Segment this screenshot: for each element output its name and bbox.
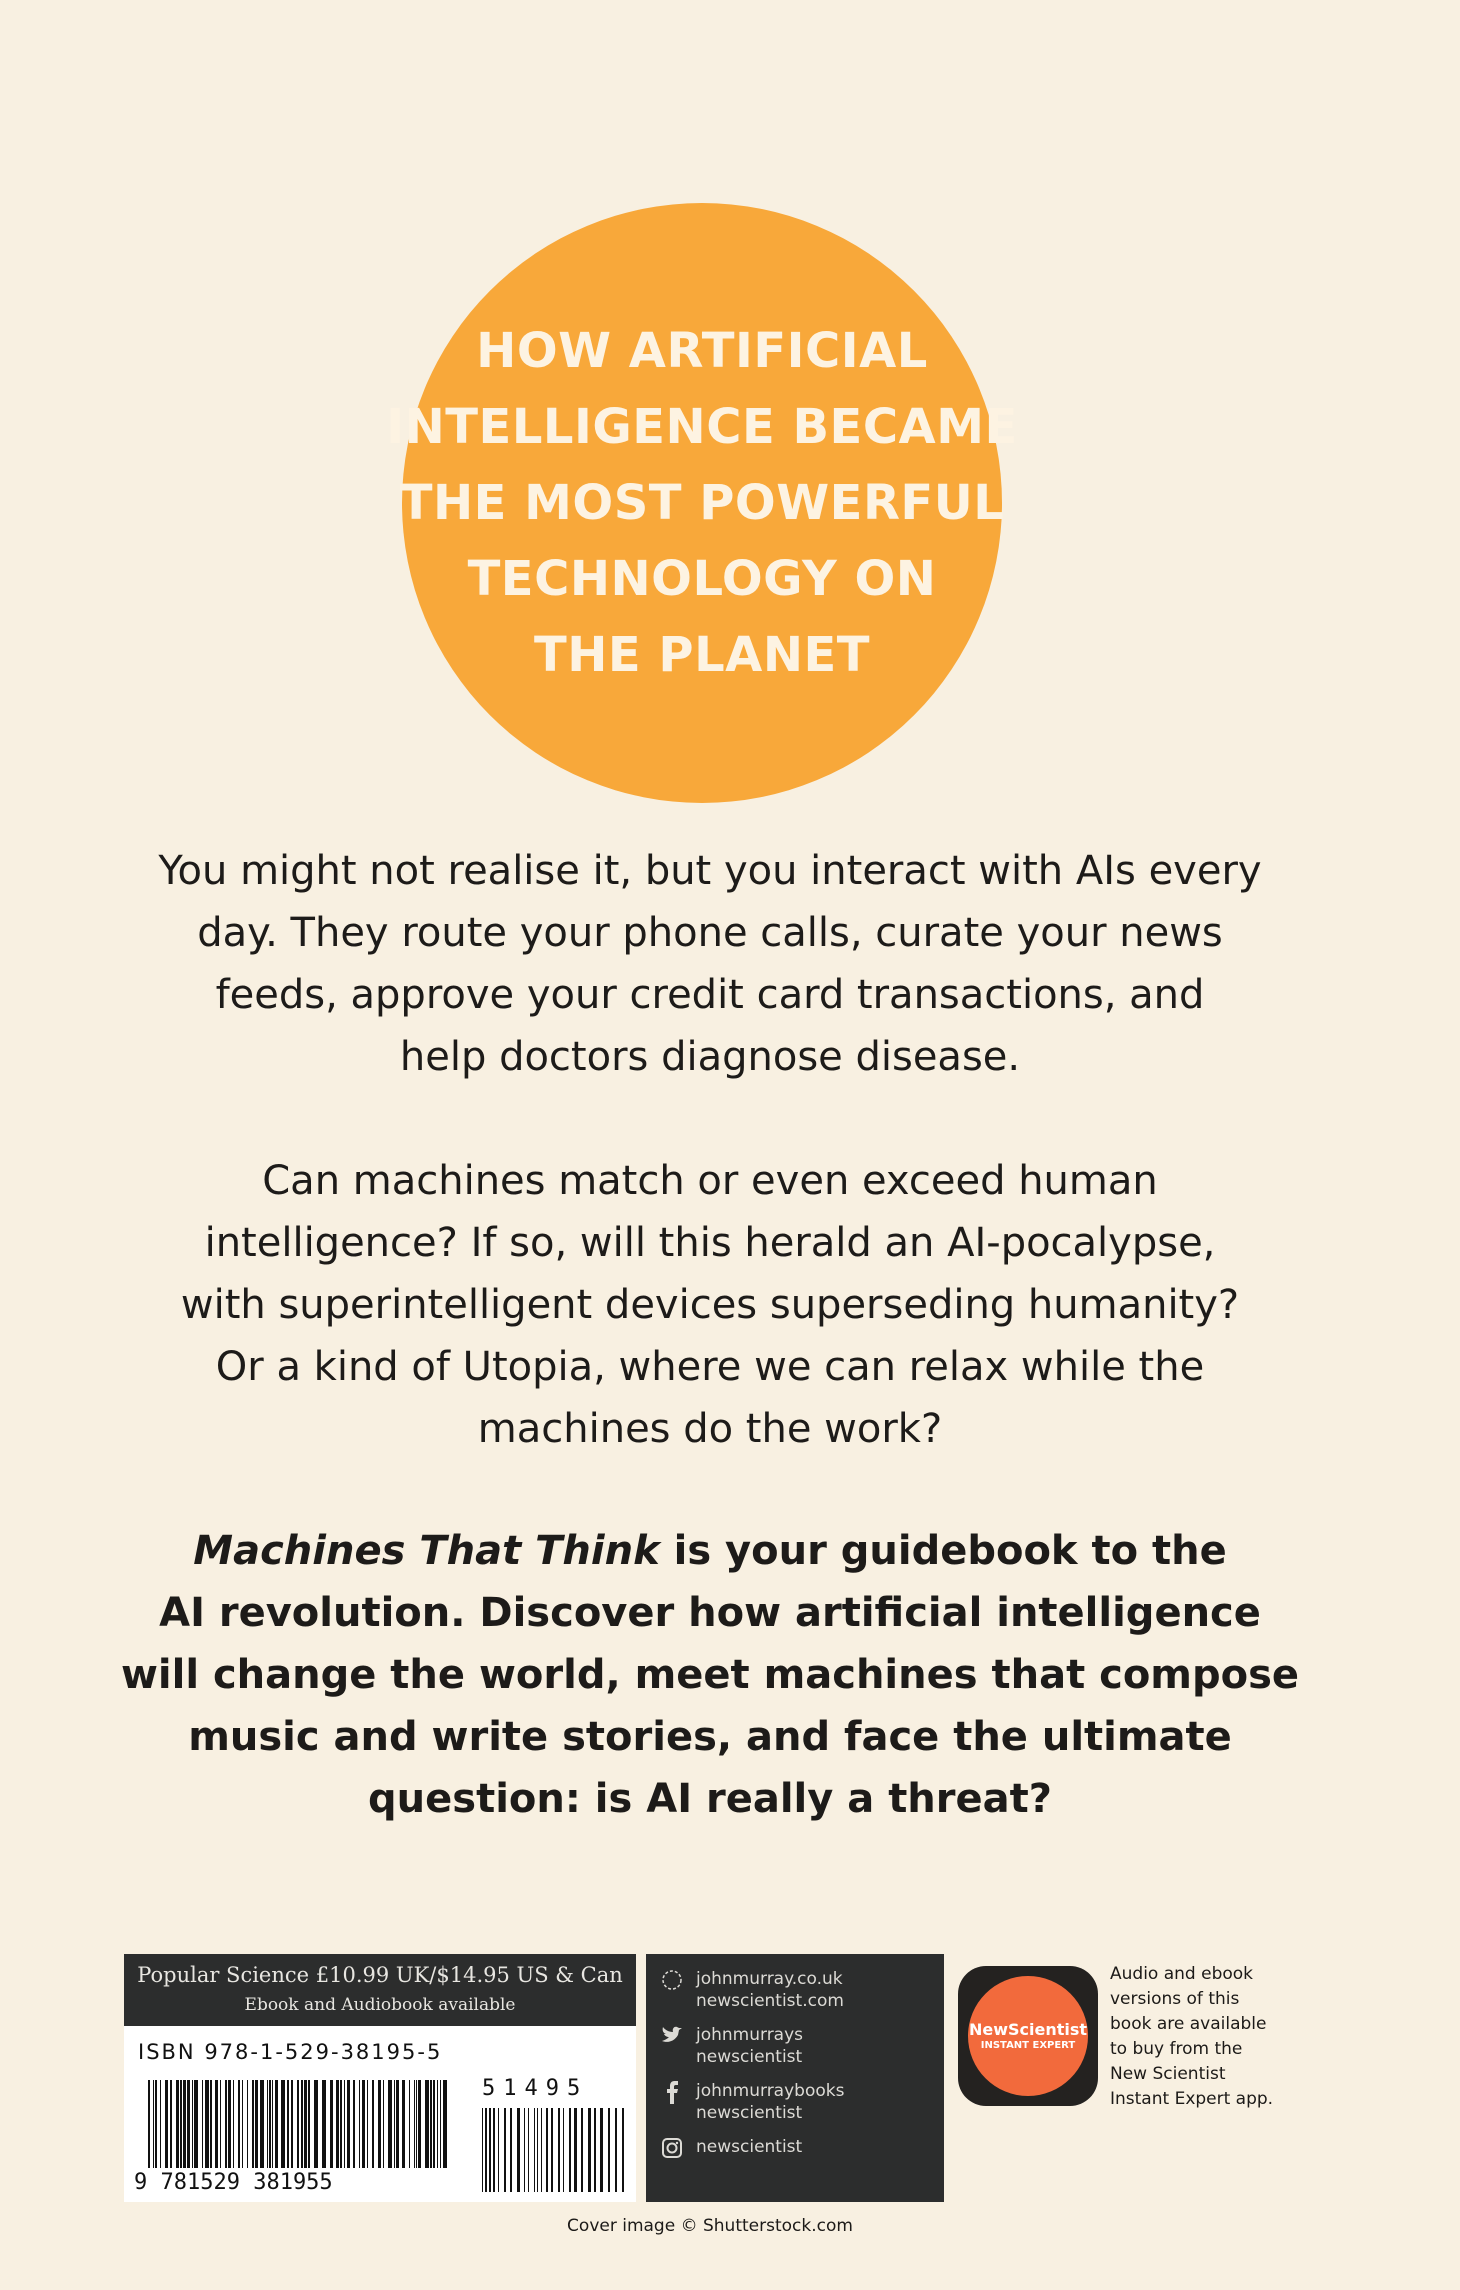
barcode-digits: 9 781529 381955 bbox=[134, 2170, 333, 2195]
app-name: NewScientist bbox=[968, 2020, 1088, 2039]
blurb-line: help doctors diagnose disease. bbox=[399, 1034, 1021, 1080]
blurb-line: machines do the work? bbox=[477, 1406, 943, 1452]
social-link[interactable]: johnmurray.co.uk bbox=[696, 1969, 843, 1989]
social-link[interactable]: newscientist bbox=[696, 2047, 803, 2067]
blurb-line: with superintelligent devices superseding humanity? bbox=[180, 1282, 1240, 1328]
social-links-box bbox=[646, 1954, 944, 2202]
blurb-text: is your guidebook to the bbox=[659, 1528, 1227, 1574]
tagline-line: HOW ARTIFICIAL bbox=[476, 323, 928, 379]
blurb-line: will change the world, meet machines that compose bbox=[120, 1652, 1300, 1698]
book-title: Machines That Think bbox=[193, 1528, 660, 1574]
facebook-icon bbox=[660, 2080, 684, 2104]
app-promo-line: versions of this bbox=[1110, 1989, 1240, 2009]
blurb-line: Or a kind of Utopia, where we can relax while the bbox=[215, 1344, 1205, 1390]
app-promo-text bbox=[1110, 1962, 1330, 2112]
social-link[interactable]: johnmurraybooks bbox=[696, 2081, 845, 2101]
social-row-facebook bbox=[660, 2080, 944, 2124]
blurb-line: Can machines match or even exceed human bbox=[262, 1158, 1158, 1204]
tagline-line: TECHNOLOGY ON bbox=[467, 551, 937, 607]
blurb-line: question: is AI really a threat? bbox=[368, 1776, 1052, 1822]
app-promo-line: New Scientist bbox=[1110, 2064, 1226, 2084]
globe-icon bbox=[660, 1968, 684, 1992]
instagram-icon bbox=[660, 2136, 684, 2160]
price-box bbox=[124, 1954, 636, 2026]
social-link[interactable]: newscientist bbox=[696, 2103, 803, 2123]
tagline-line: THE MOST POWERFUL bbox=[399, 475, 1005, 531]
app-promo-line: Instant Expert app. bbox=[1110, 2089, 1274, 2109]
app-promo-line: book are available bbox=[1110, 2014, 1267, 2034]
app-subname: INSTANT EXPERT bbox=[980, 2040, 1076, 2051]
blurb-paragraph-2 bbox=[100, 1150, 1320, 1460]
tagline-line: INTELLIGENCE BECAME bbox=[386, 399, 1018, 455]
format-availability: Ebook and Audiobook available bbox=[244, 1995, 516, 2015]
social-link[interactable]: newscientist bbox=[696, 2137, 803, 2157]
new-scientist-app-icon bbox=[958, 1966, 1098, 2106]
blurb-line: day. They route your phone calls, curate your news bbox=[197, 910, 1223, 956]
blurb-line: music and write stories, and face the ultimate bbox=[188, 1714, 1232, 1760]
social-link[interactable]: johnmurrays bbox=[696, 2025, 804, 2045]
social-row-web bbox=[660, 1968, 944, 2012]
cover-credit: Cover image © Shutterstock.com bbox=[567, 2216, 853, 2236]
isbn: ISBN 978-1-529-38195-5 bbox=[138, 2040, 443, 2064]
social-row-instagram bbox=[660, 2136, 944, 2160]
price-text: Popular Science £10.99 UK/$14.95 US & Can bbox=[137, 1963, 623, 1987]
barcode-box bbox=[124, 2026, 636, 2202]
blurb-line: feeds, approve your credit card transactions, and bbox=[215, 972, 1205, 1018]
blurb-line: AI revolution. Discover how artificial intelligence bbox=[159, 1590, 1261, 1636]
twitter-icon bbox=[660, 2024, 684, 2048]
blurb-paragraph-3 bbox=[100, 1520, 1320, 1830]
app-promo-line: Audio and ebook bbox=[1110, 1964, 1254, 1984]
blurb-line: You might not realise it, but you interact with AIs every bbox=[158, 848, 1262, 894]
blurb-line bbox=[100, 1520, 1320, 1582]
app-promo-line: to buy from the bbox=[1110, 2039, 1243, 2059]
social-link[interactable]: newscientist.com bbox=[696, 1991, 844, 2011]
barcode-addon-digits: 51495 bbox=[482, 2076, 589, 2101]
social-row-twitter bbox=[660, 2024, 944, 2068]
tagline-circle bbox=[386, 203, 1018, 803]
blurb-paragraph-1 bbox=[100, 840, 1320, 1088]
tagline-line: THE PLANET bbox=[533, 627, 871, 683]
blurb-line: intelligence? If so, will this herald an AI-pocalypse, bbox=[204, 1220, 1216, 1266]
